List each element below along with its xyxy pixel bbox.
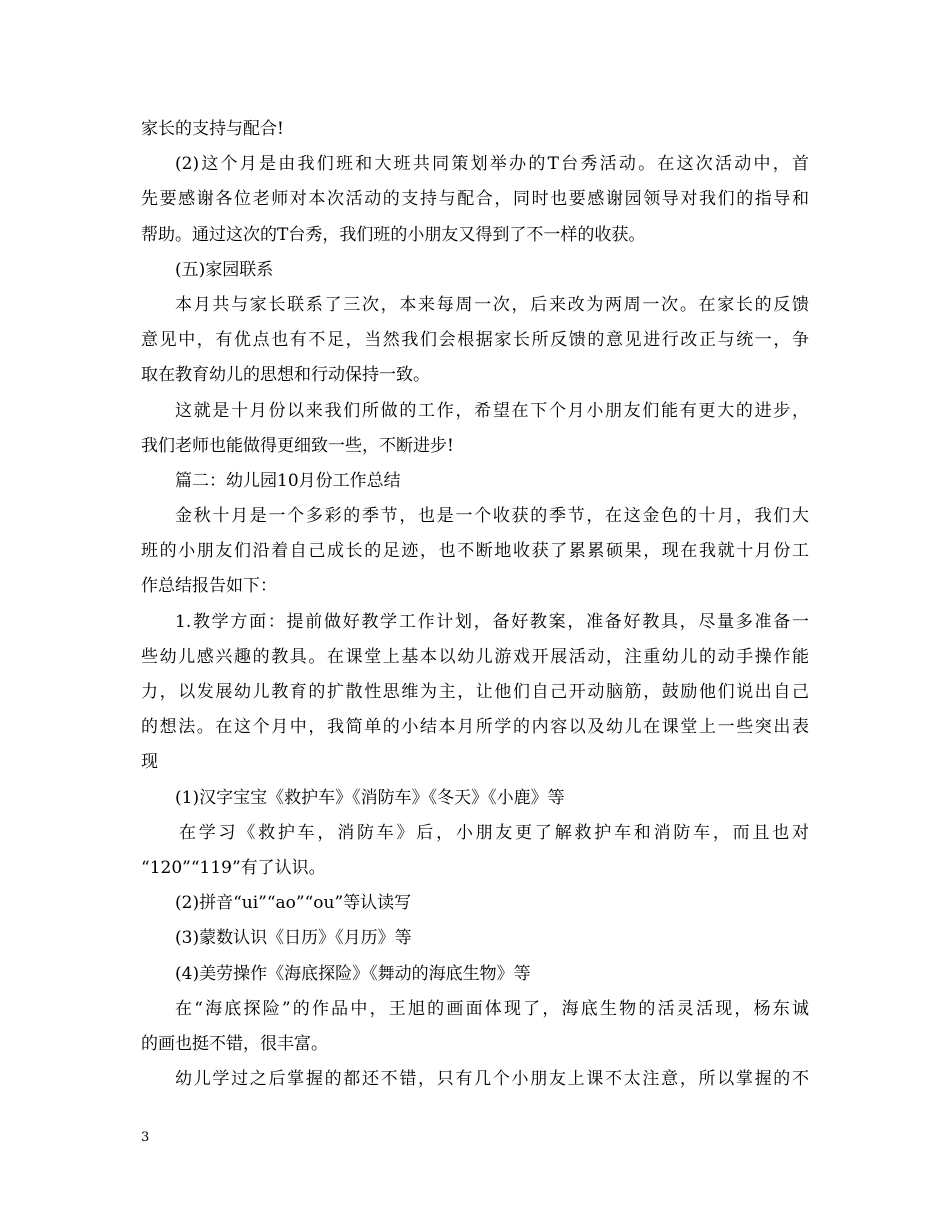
page-number: 3 xyxy=(141,1130,150,1145)
text-line-6: 本月共与家长联系了三次，本来每周一次，后来改为两周一次。在家长的反馈 xyxy=(175,294,809,315)
text-line-1: 家长的支持与配合! xyxy=(141,119,284,139)
text-line-8: 取在教育幼儿的思想和行动保持一致。 xyxy=(141,365,430,386)
text-line-13: 班的小朋友们沿着自己成长的足迹，也不断地收获了累累硕果，现在我就十月份工 xyxy=(141,541,809,562)
text-line-18: 的想法。在这个月中，我简单的小结本月所学的内容以及幼儿在课堂上一些突出表 xyxy=(141,717,809,738)
text-line-21: 在学习《救护车，消防车》后，小朋友更了解救护车和消防车，而且也对 xyxy=(179,822,809,843)
section-heading-part-two: 篇二：幼儿园10月份工作总结 xyxy=(175,470,401,491)
text-line-14: 作总结报告如下： xyxy=(141,576,277,597)
text-line-16: 些幼儿感兴趣的教具。在课堂上基本以幼儿游戏开展活动，注重幼儿的动手操作能 xyxy=(141,646,809,667)
text-line-2: (2)这个月是由我们班和大班共同策划举办的T台秀活动。在这次活动中，首 xyxy=(175,154,809,175)
text-line-15: 1.教学方面：提前做好教学工作计划，备好教案，准备好教具，尽量多准备一 xyxy=(175,611,809,632)
document-body xyxy=(141,112,809,1097)
section-heading-home-school: (五)家园联系 xyxy=(175,259,274,280)
list-item-4: (4)美劳操作《海底探险》《舞动的海底生物》等 xyxy=(175,963,531,984)
text-line-12: 金秋十月是一个多彩的季节，也是一个收获的季节，在这金色的十月，我们大 xyxy=(175,506,809,527)
text-line-3: 先要感谢各位老师对本次活动的支持与配合，同时也要感谢园领导对我们的指导和 xyxy=(141,189,809,210)
text-line-17: 力，以发展幼儿教育的扩散性思维为主，让他们自己开动脑筋，鼓励他们说出自己 xyxy=(141,682,809,702)
list-item-3: (3)蒙数认识《日历》《月历》等 xyxy=(175,928,412,949)
text-line-28: 幼儿学过之后掌握的都还不错，只有几个小朋友上课不太注意，所以掌握的不 xyxy=(175,1069,809,1090)
text-line-19: 现 xyxy=(141,752,158,773)
text-line-26: 在“海底探险”的作品中，王旭的画面体现了，海底生物的活灵活现，杨东诚 xyxy=(175,998,809,1019)
text-line-9: 这就是十月份以来我们所做的工作，希望在下个月小朋友们能有更大的进步， xyxy=(175,400,809,421)
list-item-2: (2)拼音“ui”“ao”“ou”等认读写 xyxy=(175,893,412,914)
text-line-27: 的画也挺不错，很丰富。 xyxy=(141,1033,328,1054)
text-line-7: 意见中，有优点也有不足，当然我们会根据家长所反馈的意见进行改正与统一，争 xyxy=(141,330,809,351)
text-line-4: 帮助。通过这次的T台秀，我们班的小朋友又得到了不一样的收获。 xyxy=(141,224,646,245)
text-line-10: 我们老师也能做得更细致一些，不断进步! xyxy=(141,435,454,456)
list-item-1: (1)汉字宝宝《救护车》《消防车》《冬天》《小鹿》等 xyxy=(175,787,565,808)
text-line-22: “120”“119”有了认识。 xyxy=(141,857,326,878)
